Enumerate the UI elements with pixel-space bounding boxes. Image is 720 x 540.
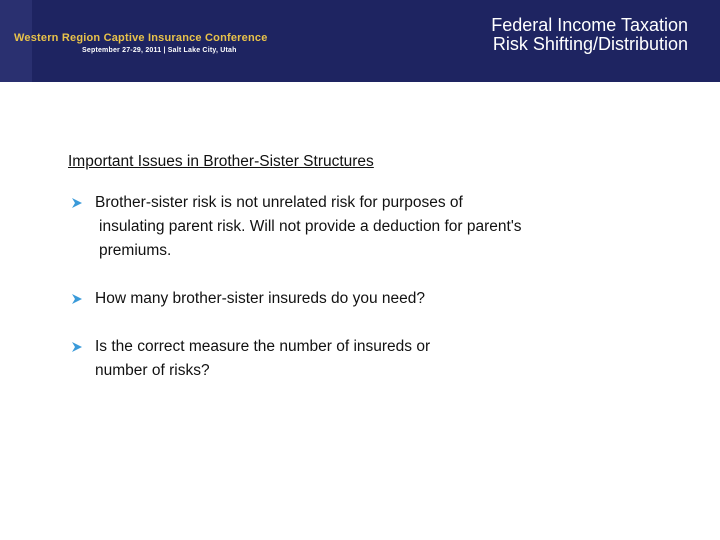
bullet-text-line: premiums.: [99, 242, 172, 259]
bullet-item: [68, 191, 668, 263]
conference-details: September 27-29, 2011 | Salt Lake City, Utah: [82, 47, 237, 54]
bullet-text-line: How many brother-sister insureds do you need?: [95, 290, 425, 307]
bullet-item: [68, 287, 668, 311]
bullet-item: [68, 335, 668, 383]
slide-title-line1: Federal Income Taxation: [491, 15, 688, 35]
bullet-text-line: insulating parent risk. Will not provide a deduction for parent's: [99, 218, 522, 235]
slide-content: [68, 150, 668, 407]
bullet-text-line: Is the correct measure the number of insureds or: [95, 338, 431, 355]
header-banner: [0, 0, 720, 82]
arrow-bullet-icon: [71, 197, 83, 209]
conference-name: Western Region Captive Insurance Conference: [14, 32, 268, 44]
arrow-bullet-icon: [71, 341, 83, 353]
bullet-text-line: Brother-sister risk is not unrelated risk for purposes of: [95, 194, 463, 211]
arrow-bullet-icon: [71, 293, 83, 305]
section-heading: Important Issues in Brother-Sister Structures: [68, 153, 374, 170]
slide-title-line2: Risk Shifting/Distribution: [492, 34, 688, 54]
slide-title: [491, 16, 688, 54]
bullet-text-line: number of risks?: [95, 362, 210, 379]
